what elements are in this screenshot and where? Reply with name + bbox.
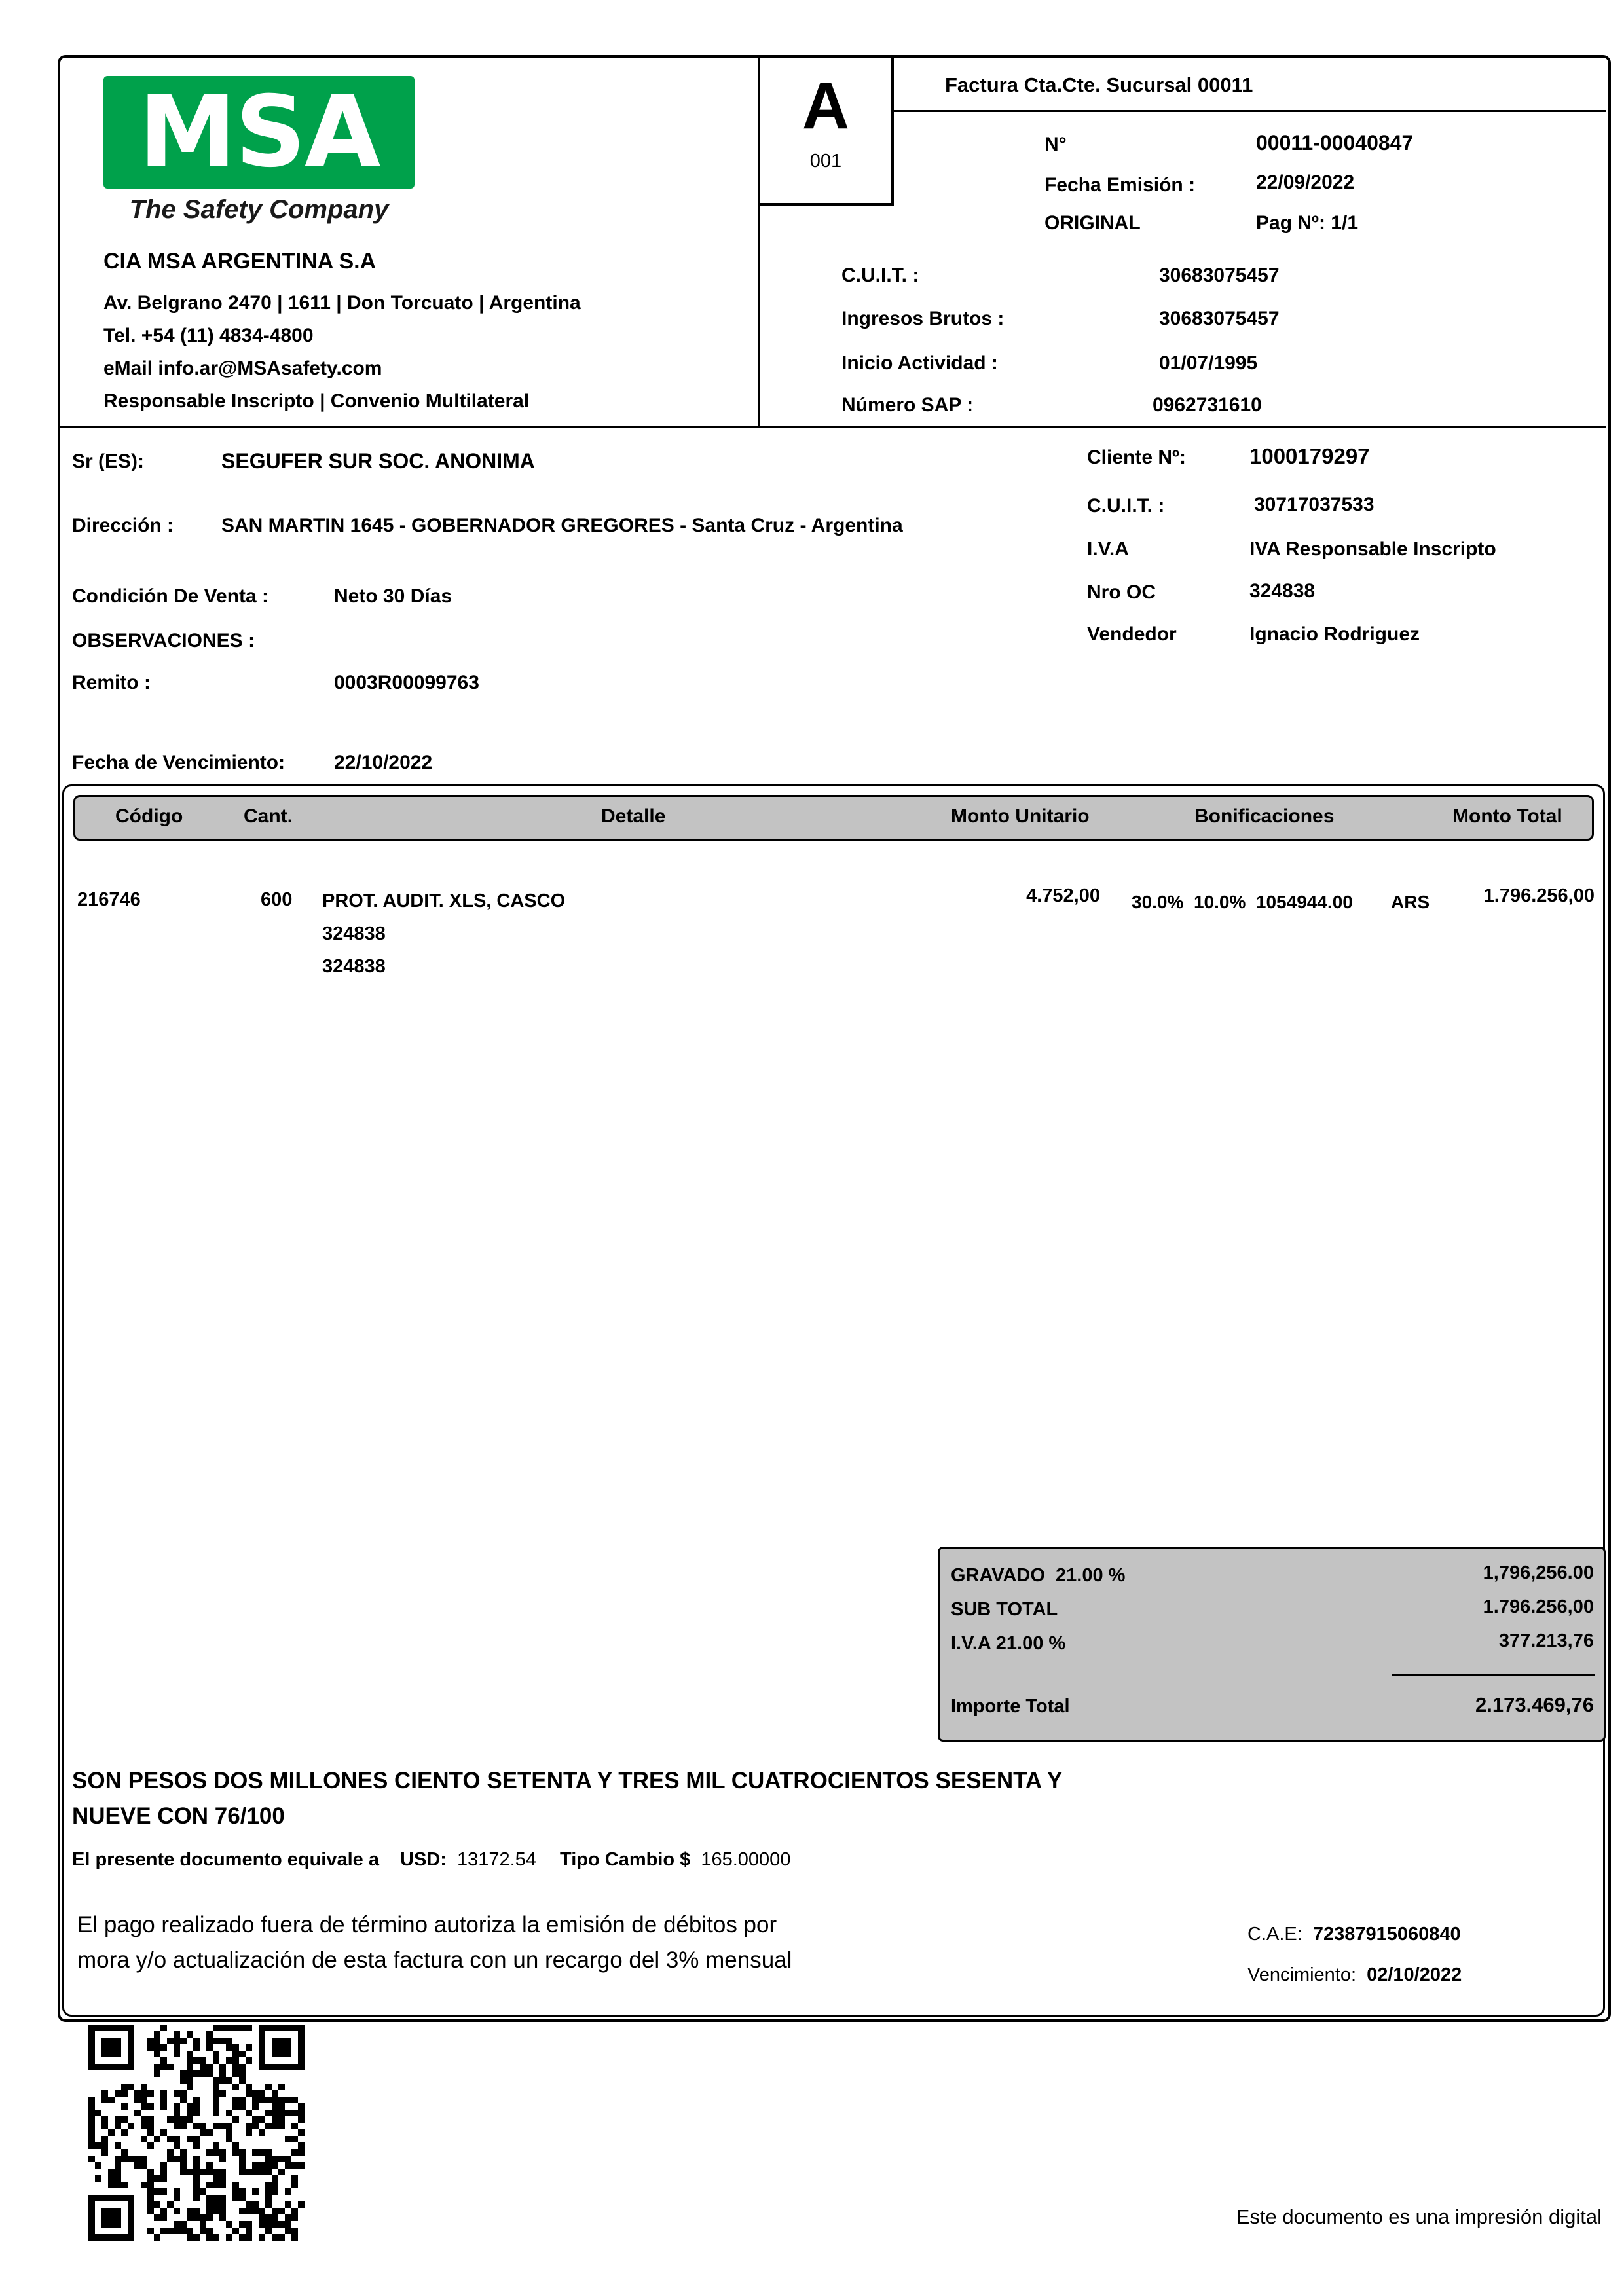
totals-rule [1392, 1674, 1595, 1676]
client-number-value: 1000179297 [1249, 444, 1370, 468]
inicio-actividad-label: Inicio Actividad : [841, 352, 998, 374]
ingresos-brutos-value: 30683075457 [1159, 308, 1280, 329]
item-monto-total: 1.796.256,00 [1483, 885, 1595, 906]
col-header-codigo: Código [115, 805, 183, 827]
ingresos-brutos-label: Ingresos Brutos : [841, 308, 1005, 329]
purchase-order-label: Nro OC [1087, 581, 1156, 603]
qr-code [88, 2025, 304, 2241]
equivalence-line [72, 1849, 790, 1871]
items-table-border [62, 784, 1605, 2017]
sale-condition-value: Neto 30 Días [334, 585, 452, 607]
iva-value: 377.213,76 [1498, 1630, 1594, 1651]
invoice-letter: A [802, 69, 850, 143]
importe-total-value: 2.173.469,76 [1475, 1693, 1594, 1716]
client-cuit-value: 30717037533 [1254, 494, 1375, 515]
doc-title: Factura Cta.Cte. Sucursal 00011 [945, 73, 1253, 96]
company-phone: Tel. +54 (11) 4834-4800 [103, 325, 314, 346]
cae-line [1247, 1924, 1461, 1945]
gravado-value: 1,796,256.00 [1483, 1562, 1594, 1583]
doc-number-value: 00011-00040847 [1256, 131, 1414, 155]
item-detalle: PROT. AUDIT. XLS, CASCO [322, 890, 566, 911]
payment-note-line-2: mora y/o actualización de esta factura con un recargo del 3% mensual [77, 1947, 792, 1973]
company-name: CIA MSA ARGENTINA S.A [103, 249, 377, 274]
page-number-label: Pag Nº: 1/1 [1256, 212, 1359, 234]
col-header-monto-unitario: Monto Unitario [951, 805, 1090, 827]
col-header-monto-total: Monto Total [1452, 805, 1562, 827]
remito-value: 0003R00099763 [334, 672, 479, 693]
client-name: SEGUFER SUR SOC. ANONIMA [221, 449, 535, 473]
client-iva-label: I.V.A [1087, 538, 1129, 560]
client-cuit-label: C.U.I.T. : [1087, 495, 1165, 517]
exchange-rate-value: 165.00000 [701, 1849, 791, 1870]
cae-vencimiento-label: Vencimiento: [1247, 1964, 1357, 1985]
col-header-bonificaciones: Bonificaciones [1194, 805, 1335, 827]
issue-date-value: 22/09/2022 [1256, 172, 1355, 193]
due-date-label: Fecha de Vencimiento: [72, 752, 286, 773]
client-sr-label: Sr (ES): [72, 450, 145, 472]
invoice-letter-code: 001 [809, 151, 842, 172]
item-ref-line-1: 324838 [322, 923, 386, 944]
items-table-header [73, 795, 1594, 841]
item-currency: ARS [1391, 892, 1430, 912]
col-header-detalle: Detalle [601, 805, 666, 827]
cae-label: C.A.E: [1247, 1924, 1302, 1945]
vendedor-value: Ignacio Rodriguez [1249, 623, 1420, 645]
header-divider [58, 426, 1606, 428]
issuer-cuit-label: C.U.I.T. : [841, 265, 919, 286]
numero-sap-value: 0962731610 [1153, 394, 1262, 416]
due-date-value: 22/10/2022 [334, 752, 433, 773]
doc-title-underline [889, 110, 1606, 112]
item-codigo: 216746 [77, 889, 141, 910]
remito-label: Remito : [72, 672, 151, 693]
item-bonificaciones: 30.0% 10.0% 1054944.00 [1132, 892, 1353, 912]
company-email: eMail info.ar@MSAsafety.com [103, 358, 382, 379]
company-tax-status: Responsable Inscripto | Convenio Multilateral [103, 390, 530, 412]
issuer-cuit-value: 30683075457 [1159, 265, 1280, 286]
client-address-value: SAN MARTIN 1645 - GOBERNADOR GREGORES - Santa Cruz - Argentina [221, 515, 903, 536]
client-number-label: Cliente Nº: [1087, 447, 1186, 468]
cae-value: 72387915060840 [1312, 1924, 1461, 1945]
doc-number-label: N° [1044, 134, 1067, 155]
gravado-label: GRAVADO 21.00 % [951, 1565, 1126, 1586]
usd-label: USD: [400, 1849, 447, 1870]
observaciones-label: OBSERVACIONES : [72, 630, 255, 652]
digital-print-note: Este documento es una impresión digital [1236, 2205, 1602, 2228]
company-address: Av. Belgrano 2470 | 1611 | Don Torcuato | Argentina [103, 292, 581, 314]
msa-logo [103, 76, 415, 189]
exchange-rate-label: Tipo Cambio $ [560, 1849, 691, 1870]
col-header-cant: Cant. [244, 805, 293, 827]
importe-total-label: Importe Total [951, 1696, 1070, 1717]
sale-condition-label: Condición De Venta : [72, 585, 269, 607]
amount-words-line-1: SON PESOS DOS MILLONES CIENTO SETENTA Y TRES MIL CUATROCIENTOS SESENTA Y [72, 1768, 1063, 1793]
purchase-order-value: 324838 [1249, 580, 1316, 602]
issue-date-label: Fecha Emisión : [1044, 174, 1196, 196]
msa-logo-text: MSA [138, 75, 380, 189]
numero-sap-label: Número SAP : [841, 394, 974, 416]
payment-note-line-1: El pago realizado fuera de término autoriza la emisión de débitos por [77, 1912, 777, 1937]
cae-vencimiento-line [1247, 1964, 1462, 1986]
vendedor-label: Vendedor [1087, 623, 1177, 645]
usd-value: 13172.54 [457, 1849, 536, 1870]
subtotal-label: SUB TOTAL [951, 1599, 1058, 1620]
subtotal-value: 1.796.256,00 [1483, 1596, 1594, 1617]
header-vertical-divider [758, 200, 760, 428]
logo-tagline: The Safety Company [129, 195, 389, 224]
client-address-label: Dirección : [72, 515, 174, 536]
cae-vencimiento-value: 02/10/2022 [1367, 1964, 1462, 1985]
client-iva-value: IVA Responsable Inscripto [1249, 538, 1496, 560]
inicio-actividad-value: 01/07/1995 [1159, 352, 1258, 374]
original-label: ORIGINAL [1044, 212, 1141, 234]
invoice-letter-box [758, 55, 894, 206]
amount-words-line-2: NUEVE CON 76/100 [72, 1803, 285, 1829]
item-cant: 600 [261, 889, 293, 910]
iva-label: I.V.A 21.00 % [951, 1633, 1066, 1654]
item-ref-line-2: 324838 [322, 956, 386, 977]
item-monto-unitario: 4.752,00 [1026, 885, 1100, 906]
equivalence-label: El presente documento equivale a [72, 1849, 379, 1870]
